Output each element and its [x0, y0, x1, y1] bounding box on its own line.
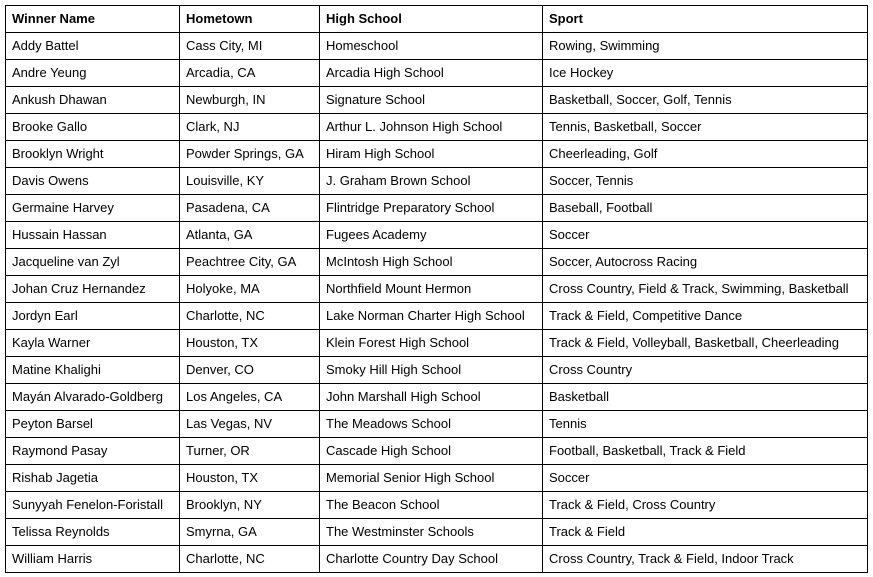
sport-cell: Baseball, Football	[543, 195, 868, 222]
hometown-cell: Newburgh, IN	[180, 87, 320, 114]
high-school-cell: Hiram High School	[320, 141, 543, 168]
winner-name-cell: Kayla Warner	[6, 330, 180, 357]
high-school-cell: Flintridge Preparatory School	[320, 195, 543, 222]
table-row	[6, 546, 868, 573]
winners-table	[5, 5, 868, 573]
high-school-cell: Arthur L. Johnson High School	[320, 114, 543, 141]
header-row	[6, 6, 868, 33]
sport-cell: Football, Basketball, Track & Field	[543, 438, 868, 465]
sport-cell: Rowing, Swimming	[543, 33, 868, 60]
hometown-cell: Houston, TX	[180, 465, 320, 492]
hometown-cell: Arcadia, CA	[180, 60, 320, 87]
sport-cell: Track & Field, Cross Country	[543, 492, 868, 519]
high-school-cell: Lake Norman Charter High School	[320, 303, 543, 330]
sport-cell: Cross Country, Track & Field, Indoor Track	[543, 546, 868, 573]
table-body	[6, 33, 868, 573]
table-row	[6, 249, 868, 276]
hometown-cell: Charlotte, NC	[180, 303, 320, 330]
high-school-cell: Homeschool	[320, 33, 543, 60]
winner-name-cell: Jordyn Earl	[6, 303, 180, 330]
winner-name-cell: Raymond Pasay	[6, 438, 180, 465]
table-row	[6, 114, 868, 141]
sport-cell: Basketball, Soccer, Golf, Tennis	[543, 87, 868, 114]
hometown-cell: Brooklyn, NY	[180, 492, 320, 519]
sport-cell: Soccer	[543, 222, 868, 249]
high-school-cell: The Meadows School	[320, 411, 543, 438]
table-row	[6, 195, 868, 222]
hometown-cell: Los Angeles, CA	[180, 384, 320, 411]
header-sport: Sport	[543, 6, 868, 33]
table-row	[6, 330, 868, 357]
header-hometown: Hometown	[180, 6, 320, 33]
sport-cell: Track & Field	[543, 519, 868, 546]
hometown-cell: Clark, NJ	[180, 114, 320, 141]
high-school-cell: The Westminster Schools	[320, 519, 543, 546]
winner-name-cell: Ankush Dhawan	[6, 87, 180, 114]
hometown-cell: Cass City, MI	[180, 33, 320, 60]
winner-name-cell: Andre Yeung	[6, 60, 180, 87]
sport-cell: Tennis	[543, 411, 868, 438]
sport-cell: Tennis, Basketball, Soccer	[543, 114, 868, 141]
table-row	[6, 33, 868, 60]
sport-cell: Soccer, Autocross Racing	[543, 249, 868, 276]
hometown-cell: Charlotte, NC	[180, 546, 320, 573]
winner-name-cell: Rishab Jagetia	[6, 465, 180, 492]
high-school-cell: Smoky Hill High School	[320, 357, 543, 384]
hometown-cell: Las Vegas, NV	[180, 411, 320, 438]
sport-cell: Soccer, Tennis	[543, 168, 868, 195]
sport-cell: Track & Field, Volleyball, Basketball, Cheerleading	[543, 330, 868, 357]
winner-name-cell: Jacqueline van Zyl	[6, 249, 180, 276]
hometown-cell: Denver, CO	[180, 357, 320, 384]
header-winner-name: Winner Name	[6, 6, 180, 33]
hometown-cell: Peachtree City, GA	[180, 249, 320, 276]
winner-name-cell: Brooklyn Wright	[6, 141, 180, 168]
sport-cell: Ice Hockey	[543, 60, 868, 87]
table-row	[6, 60, 868, 87]
sport-cell: Track & Field, Competitive Dance	[543, 303, 868, 330]
winner-name-cell: Telissa Reynolds	[6, 519, 180, 546]
table-row	[6, 357, 868, 384]
high-school-cell: The Beacon School	[320, 492, 543, 519]
table-row	[6, 276, 868, 303]
table-row	[6, 492, 868, 519]
table-row	[6, 87, 868, 114]
table-row	[6, 303, 868, 330]
winner-name-cell: Brooke Gallo	[6, 114, 180, 141]
table-row	[6, 438, 868, 465]
table-row	[6, 465, 868, 492]
winner-name-cell: Davis Owens	[6, 168, 180, 195]
hometown-cell: Turner, OR	[180, 438, 320, 465]
winner-name-cell: Peyton Barsel	[6, 411, 180, 438]
winner-name-cell: Germaine Harvey	[6, 195, 180, 222]
winner-name-cell: Mayán Alvarado-Goldberg	[6, 384, 180, 411]
hometown-cell: Houston, TX	[180, 330, 320, 357]
high-school-cell: Arcadia High School	[320, 60, 543, 87]
table-row	[6, 519, 868, 546]
hometown-cell: Louisville, KY	[180, 168, 320, 195]
high-school-cell: McIntosh High School	[320, 249, 543, 276]
table-row	[6, 384, 868, 411]
winner-name-cell: Johan Cruz Hernandez	[6, 276, 180, 303]
sport-cell: Cross Country, Field & Track, Swimming, Basketball	[543, 276, 868, 303]
sport-cell: Cheerleading, Golf	[543, 141, 868, 168]
hometown-cell: Holyoke, MA	[180, 276, 320, 303]
table-row	[6, 168, 868, 195]
sport-cell: Basketball	[543, 384, 868, 411]
high-school-cell: Signature School	[320, 87, 543, 114]
hometown-cell: Pasadena, CA	[180, 195, 320, 222]
table-row	[6, 411, 868, 438]
winner-name-cell: Matine Khalighi	[6, 357, 180, 384]
table-row	[6, 141, 868, 168]
high-school-cell: Klein Forest High School	[320, 330, 543, 357]
sport-cell: Cross Country	[543, 357, 868, 384]
hometown-cell: Smyrna, GA	[180, 519, 320, 546]
table-row	[6, 222, 868, 249]
winner-name-cell: Sunyyah Fenelon-Foristall	[6, 492, 180, 519]
hometown-cell: Powder Springs, GA	[180, 141, 320, 168]
high-school-cell: John Marshall High School	[320, 384, 543, 411]
high-school-cell: Charlotte Country Day School	[320, 546, 543, 573]
high-school-cell: Fugees Academy	[320, 222, 543, 249]
high-school-cell: Northfield Mount Hermon	[320, 276, 543, 303]
header-high-school: High School	[320, 6, 543, 33]
high-school-cell: J. Graham Brown School	[320, 168, 543, 195]
hometown-cell: Atlanta, GA	[180, 222, 320, 249]
winner-name-cell: Hussain Hassan	[6, 222, 180, 249]
high-school-cell: Memorial Senior High School	[320, 465, 543, 492]
winner-name-cell: Addy Battel	[6, 33, 180, 60]
high-school-cell: Cascade High School	[320, 438, 543, 465]
winner-name-cell: William Harris	[6, 546, 180, 573]
sport-cell: Soccer	[543, 465, 868, 492]
